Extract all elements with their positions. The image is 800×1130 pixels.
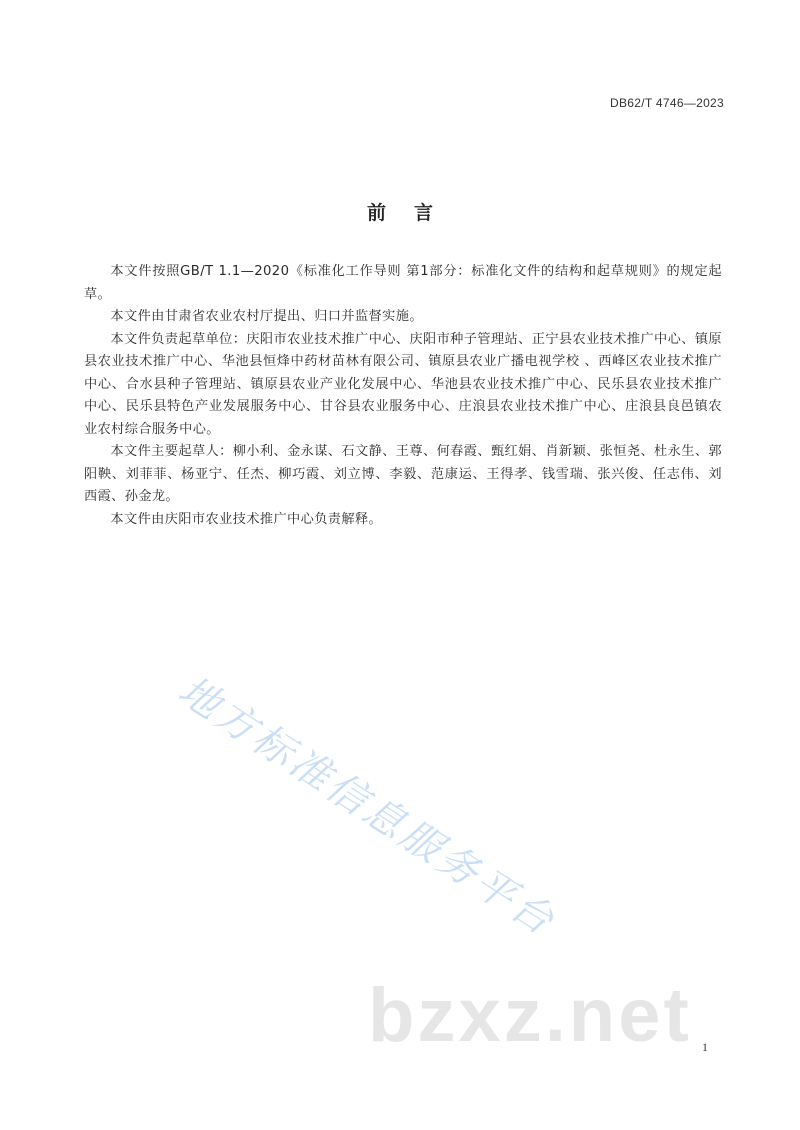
paragraph-drafters: 本文件主要起草人：柳小利、金永谋、石文静、王尊、何春霞、甄红娟、肖新颖、张恒尧、杜永生、郭阳鞅、刘菲菲、杨亚宁、任杰、柳巧霞、刘立博、李毅、范康运、王得孝、钱雪瑞、张兴俊、任志伟、刘西霞、孙金龙。	[84, 444, 722, 504]
watermark-site-logo: bzxz.net	[368, 973, 692, 1058]
paragraph-interpretation: 本文件由庆阳市农业技术推广中心负责解释。	[110, 511, 383, 527]
paragraph-drafting-units: 本文件负责起草单位：庆阳市农业技术推广中心、庆阳市种子管理站、正宁县农业技术推广中心、镇原县农业技术推广中心、华池县恒烽中药材苗林有限公司、镇原县农业广播电视学校 、西峰区农业技术推广中心、合水县种子管理站、镇原县农业产业化发展中心、华池县农业技术推广中心、民乐县农业技术推广中心、民乐县特色产业发展服务中心、甘谷县农业服务中心、庄浪县农业技术推广中心、庄浪县良邑镇农业农村综合服务中心。	[84, 331, 722, 437]
page-title: 前言	[366, 202, 461, 224]
paragraph-drafting-rules: 本文件按照GB/T 1.1—2020《标准化工作导则 第1部分：标准化文件的结构和起草规则》的规定起草。	[84, 264, 722, 302]
preface-body	[84, 261, 722, 531]
document-code: DB62/T 4746—2023	[610, 96, 724, 110]
watermark-text: 地方标准信息服务平台	[170, 667, 565, 946]
page-number: 1	[702, 1040, 708, 1054]
paragraph-proposer: 本文件由甘肃省农业农村厅提出、归口并监督实施。	[110, 309, 423, 324]
